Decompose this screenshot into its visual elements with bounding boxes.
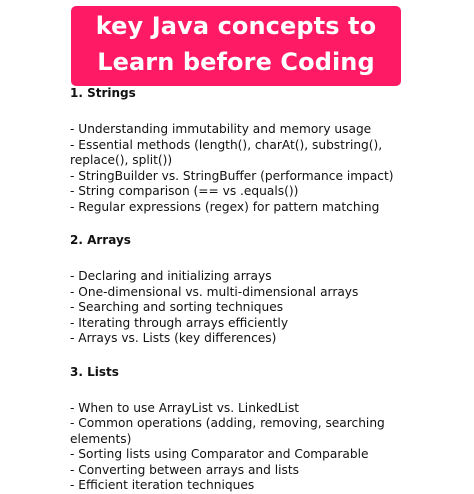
list-item: - Understanding immutability and memory usage xyxy=(70,122,372,136)
list-item: - One-dimensional vs. multi-dimensional arrays xyxy=(70,284,359,299)
list-item: - Arrays vs. Lists (key differences) xyxy=(70,331,277,345)
list-item-line: replace(), split()) xyxy=(70,153,173,167)
list-item-line: - Common operations (adding, removing, searching xyxy=(70,416,385,430)
section-strings xyxy=(70,84,470,215)
list-item: - Regular expressions (regex) for pattern matching xyxy=(70,199,380,214)
list-item: - Converting between arrays and lists xyxy=(70,462,299,477)
list-item: - Efficient iteration techniques xyxy=(70,478,255,492)
title-line-2: Learn before Coding xyxy=(97,48,375,76)
list-item-line: - Essential methods (length(), charAt(), substring(), xyxy=(70,137,383,152)
section-heading: 3. Lists xyxy=(70,364,119,379)
list-item: - String comparison (== vs .equals()) xyxy=(70,184,299,198)
list-item: - Iterating through arrays efficiently xyxy=(70,315,289,330)
list-item-line: elements) xyxy=(70,431,132,446)
list-item: - Sorting lists using Comparator and Comparable xyxy=(70,447,369,461)
document-body xyxy=(70,84,470,494)
section-lists xyxy=(70,363,470,494)
title-line-1: key Java concepts to xyxy=(95,12,377,40)
title-banner xyxy=(71,6,401,86)
list-item: - StringBuilder vs. StringBuffer (performance impact) xyxy=(70,168,394,183)
list-item xyxy=(70,138,470,169)
section-arrays xyxy=(70,231,470,347)
list-item: - When to use ArrayList vs. LinkedList xyxy=(70,400,300,415)
list-item xyxy=(70,416,470,447)
section-heading: 1. Strings xyxy=(70,86,136,100)
section-heading: 2. Arrays xyxy=(70,233,131,247)
list-item: - Searching and sorting techniques xyxy=(70,300,284,314)
list-item: - Declaring and initializing arrays xyxy=(70,269,272,283)
